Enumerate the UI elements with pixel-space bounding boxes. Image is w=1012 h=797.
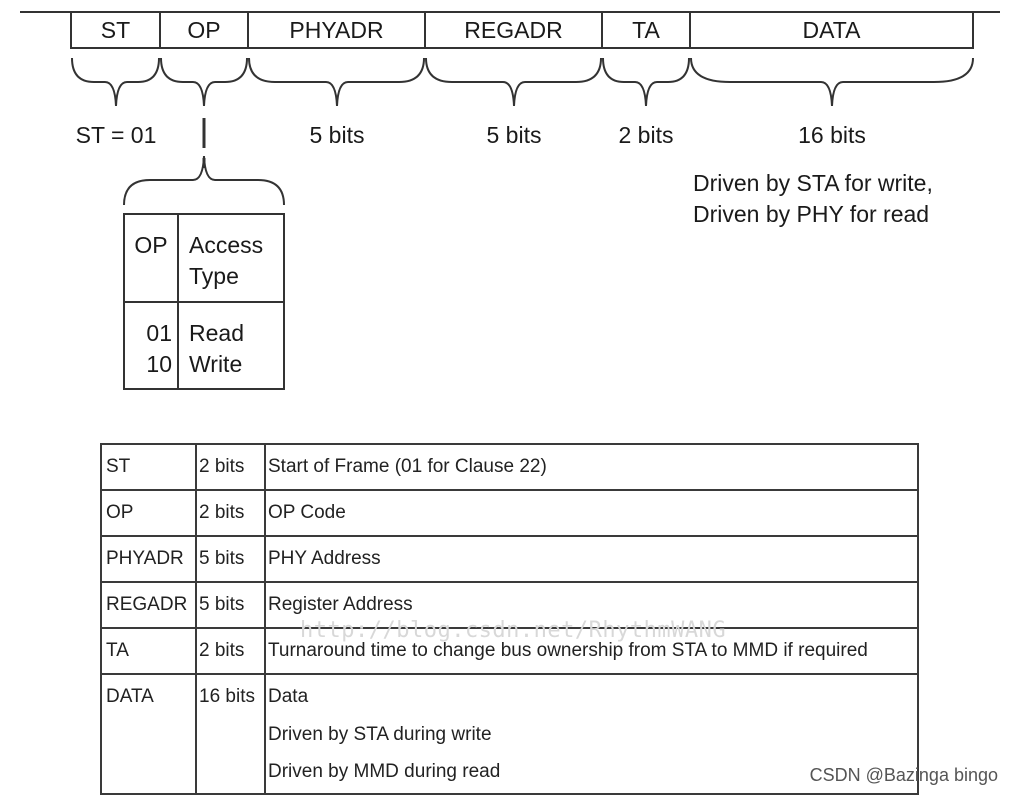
note-data: 16 bits bbox=[798, 122, 866, 148]
frame-field-regadr: REGADR bbox=[464, 17, 563, 43]
note-phyadr: 5 bits bbox=[309, 122, 365, 148]
table-cell-field: PHYADR bbox=[106, 548, 184, 569]
op-code-read: 01 bbox=[146, 320, 172, 346]
op-table-header-access: Access bbox=[189, 232, 264, 258]
frame-field-data: DATA bbox=[802, 17, 861, 43]
note-regadr: 5 bits bbox=[486, 122, 542, 148]
table-cell-field: OP bbox=[106, 502, 134, 523]
frame-field-phyadr: PHYADR bbox=[289, 17, 384, 43]
table-cell-desc: Register Address bbox=[268, 594, 413, 615]
table-cell-desc: Turnaround time to change bus ownership from STA to MMD if required bbox=[268, 640, 868, 661]
frame-field-st: ST bbox=[100, 17, 131, 43]
credit-label: CSDN @Bazinga bingo bbox=[809, 765, 998, 785]
watermark: http://blog.csdn.net/RhythmWANG bbox=[300, 618, 727, 643]
note-ta: 2 bits bbox=[618, 122, 674, 148]
table-cell-desc: Driven by STA during write bbox=[268, 724, 492, 745]
table-cell-desc: PHY Address bbox=[268, 548, 381, 569]
op-type-read: Read bbox=[189, 320, 244, 346]
op-table-header-op: OP bbox=[134, 232, 168, 258]
table-cell-field: REGADR bbox=[106, 594, 188, 615]
table-cell-field: ST bbox=[106, 456, 131, 477]
table-cell-bits: 2 bits bbox=[199, 456, 245, 477]
table-cell-bits: 5 bits bbox=[199, 594, 245, 615]
table-cell-bits: 16 bits bbox=[199, 686, 255, 707]
table-row bbox=[102, 537, 917, 583]
brace-regadr bbox=[426, 58, 601, 106]
data-note-line-1: Driven by STA for write, bbox=[693, 170, 933, 196]
table-cell-field: DATA bbox=[106, 686, 154, 707]
note-st: ST = 01 bbox=[75, 122, 157, 148]
brace-data bbox=[691, 58, 973, 106]
table-cell-bits: 5 bits bbox=[199, 548, 245, 569]
table-cell-bits: 2 bits bbox=[199, 640, 245, 661]
table-row bbox=[102, 445, 917, 491]
table-cell-field: TA bbox=[106, 640, 129, 661]
op-code-write: 10 bbox=[146, 351, 172, 377]
op-type-write: Write bbox=[189, 351, 243, 377]
brace-st bbox=[72, 58, 159, 106]
table-cell-desc: Start of Frame (01 for Clause 22) bbox=[268, 456, 547, 477]
op-table-header-type: Type bbox=[189, 263, 239, 289]
brace-phyadr bbox=[249, 58, 424, 106]
table-cell-desc: Driven by MMD during read bbox=[268, 761, 501, 782]
frame-field-op: OP bbox=[187, 17, 221, 43]
table-row bbox=[102, 491, 917, 537]
brace-op-table bbox=[124, 156, 284, 205]
table-cell-desc: Data bbox=[268, 686, 309, 707]
table-row bbox=[102, 675, 917, 797]
frame-field-ta: TA bbox=[632, 17, 660, 43]
data-note-line-2: Driven by PHY for read bbox=[693, 201, 930, 227]
table-cell-bits: 2 bits bbox=[199, 502, 245, 523]
brace-ta bbox=[603, 58, 689, 106]
table-cell-desc: OP Code bbox=[268, 502, 346, 523]
brace-op bbox=[161, 58, 247, 106]
